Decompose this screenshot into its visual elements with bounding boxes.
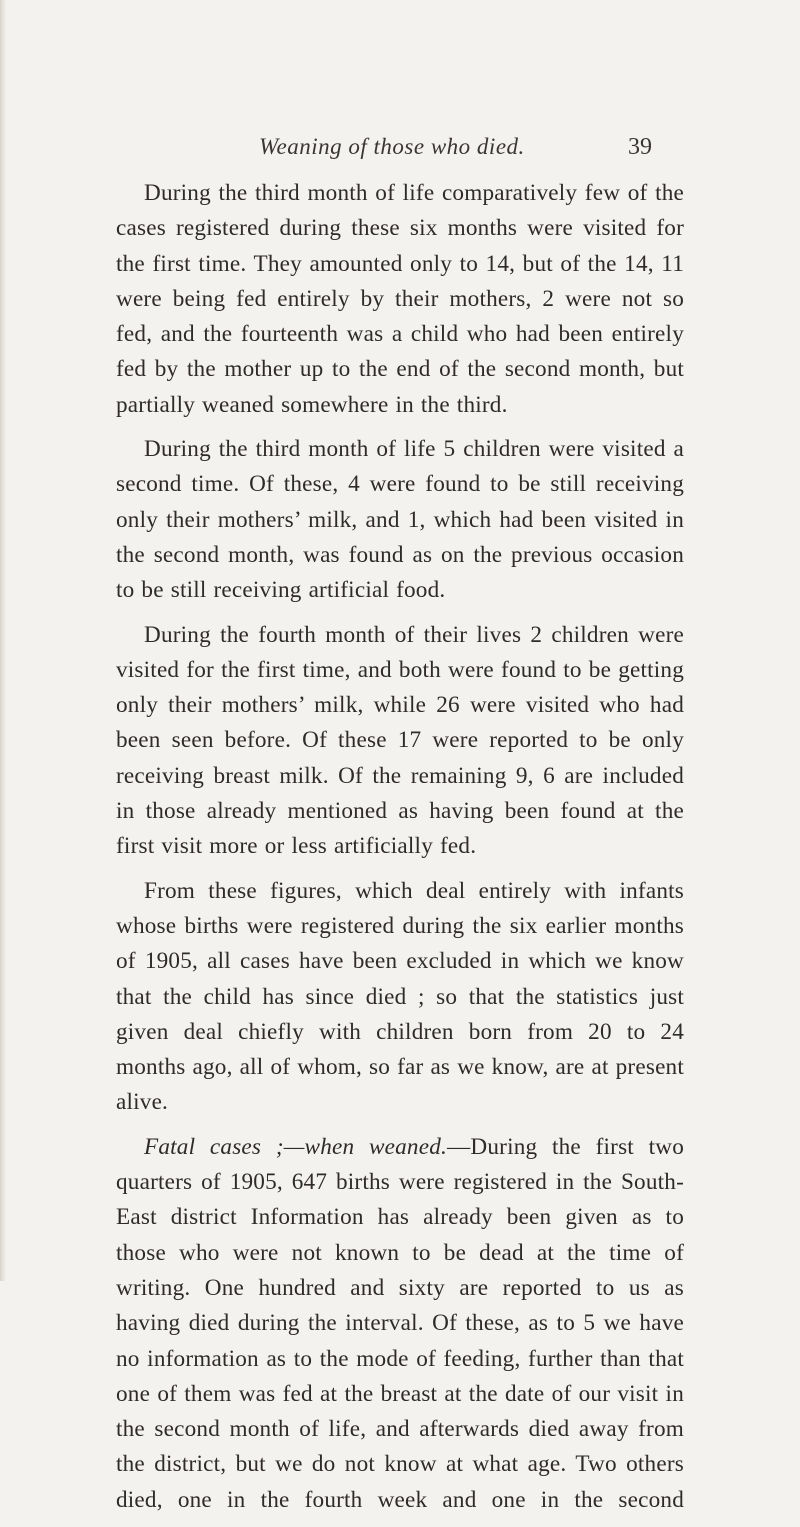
paragraph-figures-summary: From these figures, which deal entirely with infants whose births were registered during the six earlier months of 1905, all cases have been excluded in which we know that the child has since died ; so that the statistics just given deal chiefly with children born from 20 to 24 months ago, all of whom, so far as we know, are at present alive. <box>116 877 684 1116</box>
body-text <box>116 176 684 1527</box>
running-title: Weaning of those who died. <box>259 134 525 159</box>
page-left-edge <box>0 0 6 1281</box>
paragraph-third-month-second-visits: During the third month of life 5 children were visited a second time. Of these, 4 were found to be still receiving only their mothers’ milk, and 1, which had been visited in the second month, was found as on the previous occasion to be still receiving artificial food. <box>116 436 684 604</box>
fatal-cases-text: —During the first two quarters of 1905, 647 births were registered in the South-East district Information has already been given as to those who were not known to be dead at the time of writing. One hundred and sixty are reported to us as having died during the interval. Of these, as to 5 we have no information as to the mode of feeding, further than that one of them was fed at the breast at the date of our visit in the second month of life, and afterwards died away from the district, but we do not know at what age. Two others died, one in the fourth week and one in the second <box>116 1133 684 1513</box>
fatal-cases-heading: Fatal cases ;—when weaned. <box>144 1133 448 1160</box>
page-header <box>0 124 800 164</box>
paragraph-fourth-month: During the fourth month of their lives 2 children were visited for the first time, and both were found to be getting only their mothers’ milk, while 26 were visited who had been seen before. Of these 17 were reported to be only receiving breast milk. Of the remaining 9, 6 are included in those already mentioned as having been found at the first visit more or less artificially fed. <box>116 621 684 860</box>
paragraph-third-month-first-visits: During the third month of life comparatively few of the cases registered during these six months were visited for the first time. They amounted only to 14, but of the 14, 11 were being fed entirely by their mothers, 2 were not so fed, and the fourteenth was a child who had been entirely fed by the mother up to the end of the second month, but partially weaned somewhere in the third. <box>116 180 684 418</box>
page-number: 39 <box>628 134 652 160</box>
paragraph-fatal-cases <box>116 1130 684 1518</box>
